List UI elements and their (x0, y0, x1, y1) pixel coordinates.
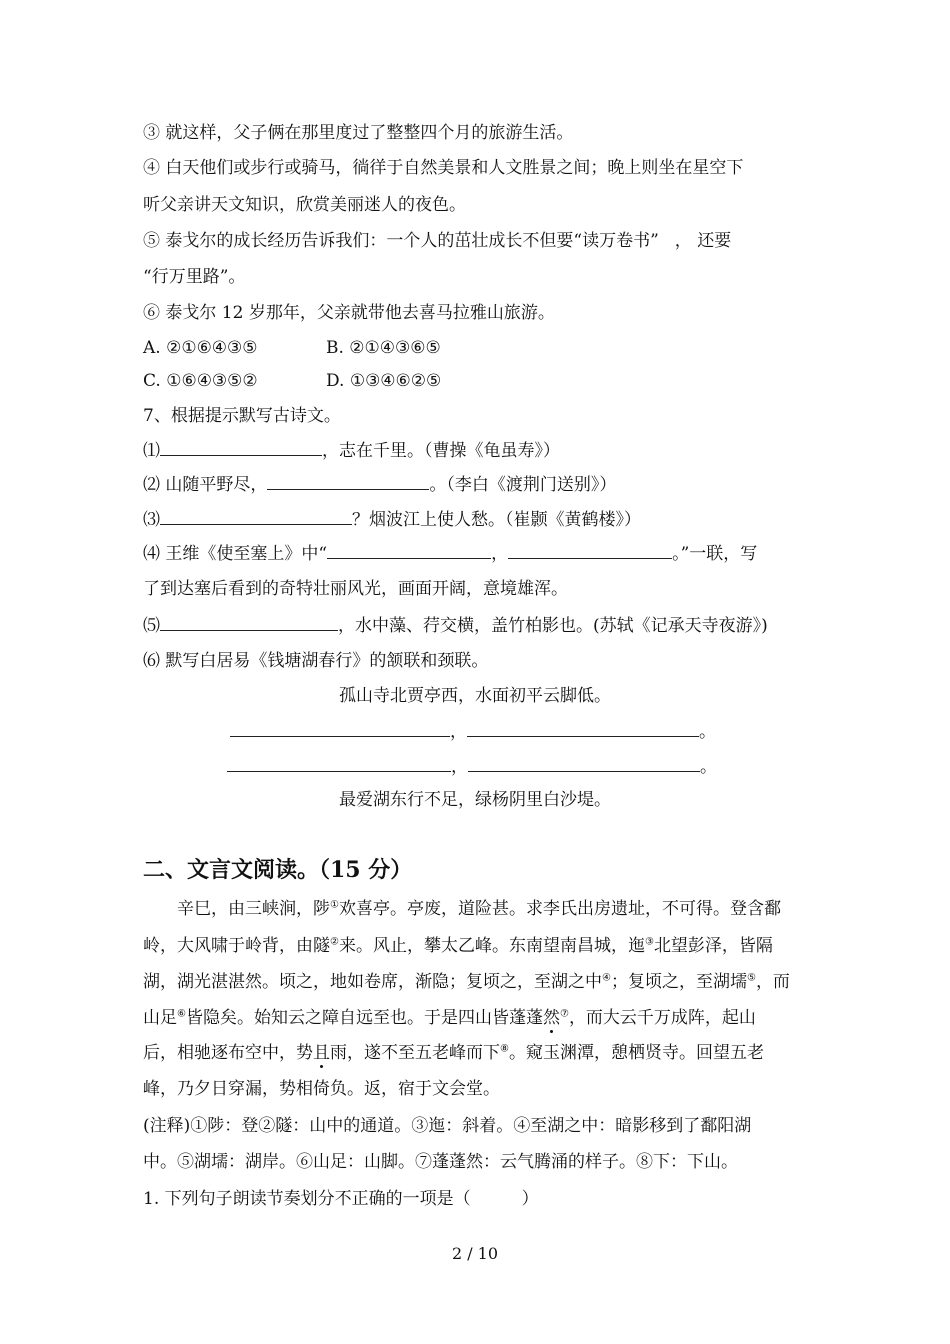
option-d: D. ①③④⑥②⑤ (326, 371, 442, 391)
page-number: 2 / 10 (451, 1244, 499, 1263)
answer-blank-1[interactable] (160, 439, 322, 456)
sentence-3: ③ 就这样，父子俩在那里度过了整整四个月的旅游生活。 (143, 123, 574, 143)
passage-text: 山足 (143, 1008, 177, 1028)
poem-first-line: 孤山寺北贾亭西，水面初平云脚低。 (339, 686, 611, 706)
q7-item-3-text: ？烟波江上使人愁。（崔颢《黄鹤楼》） (352, 510, 641, 530)
poem-blank-row-1 (230, 720, 730, 743)
emphasis-char-ran: 然 (542, 1008, 560, 1028)
sentence-4: ④ 白天他们或步行或骑马，徜徉于自然美景和人文胜景之间；晚上则坐在星空下 (143, 158, 744, 178)
passage-line-2 (143, 935, 808, 957)
q7-item-1-number: ⑴ (143, 441, 160, 461)
q7-item-2-text: ⑵ 山随平野尽， (143, 475, 268, 495)
q7-item-2 (143, 473, 808, 496)
note-marker-3: ③ (644, 936, 654, 948)
q7-item-5-text: ，水中藻、荇交横，盖竹柏影也。(苏轼《记承天寺夜游》) (338, 616, 768, 636)
options-row-1 (143, 337, 808, 359)
q7-item-3-number: ⑶ (143, 510, 160, 530)
passage-line-4 (143, 1007, 808, 1029)
option-a: A. ②①⑥④③⑤ (143, 338, 258, 358)
q7-item-6: ⑹ 默写白居易《钱塘湖春行》的颔联和颈联。 (143, 651, 489, 671)
annotation-line-1: (注释)①陟：登②隧：山中的通道。③迤：斜着。④至湖之中：暗影移到了鄱阳湖 (143, 1116, 752, 1136)
sentence-5-tail: ， 还要 (674, 231, 732, 251)
question-1: 1. 下列句子朗读节奏划分不正确的一项是（ ） (143, 1189, 539, 1209)
sentence-4-cont: 听父亲讲天文知识，欣赏美丽迷人的夜色。 (143, 195, 466, 215)
q7-item-4-text: ⑷ 王维《使至塞上》中“ (143, 544, 328, 564)
note-marker-7: ⑦ (559, 1008, 569, 1020)
poem-period-2: 。 (700, 757, 717, 777)
answer-blank-4a[interactable] (327, 542, 491, 559)
q7-item-4-cont: 了到达塞后看到的奇特壮丽风光，画面开阔，意境雄浑。 (143, 579, 568, 599)
note-marker-1: ① (330, 899, 339, 911)
poem-blank-1b[interactable] (467, 720, 699, 737)
option-b: B. ②①④③⑥⑤ (326, 338, 441, 358)
options-row-2 (143, 370, 808, 392)
answer-blank-2[interactable] (267, 473, 429, 490)
emphasis-char-qie: 且 (313, 1043, 330, 1063)
passage-text: 欢喜亭。亭废，道险甚。求李氏出房遗址，不可得。登含鄱 (338, 899, 781, 919)
q7-item-4 (143, 542, 808, 565)
answer-blank-4b[interactable] (508, 542, 672, 559)
q7-item-5 (143, 614, 808, 637)
poem-blank-1a[interactable] (230, 720, 450, 737)
passage-text: 来。风止，攀太乙峰。东南望南昌城，迤 (338, 936, 645, 956)
passage-text: 雨，遂不至五老峰而下 (330, 1043, 500, 1063)
passage-text: 后，相驰逐布空中，势 (143, 1043, 313, 1063)
question-7-title: 7、根据提示默写古诗文。 (143, 406, 341, 426)
passage-line-5 (143, 1042, 808, 1064)
passage-text: 岭，大风啸于岭背，由隧 (143, 936, 330, 956)
note-marker-5: ⑤ (746, 972, 756, 984)
option-c: C. ①⑥④③⑤② (143, 371, 258, 391)
passage-text: ；复顷之，至湖壖 (610, 972, 747, 992)
poem-last-line: 最爱湖东行不足，绿杨阴里白沙堤。 (339, 790, 611, 810)
q7-item-1-text: ，志在千里。（曹操《龟虽寿》） (322, 441, 560, 461)
passage-text: 湖，湖光湛湛然。顷之，地如卷席，渐隐；复顷之，至湖之中 (143, 972, 602, 992)
note-marker-4: ④ (602, 972, 611, 984)
sentence-5-cont: “行万里路”。 (143, 267, 246, 287)
passage-text: 皆隐矣。始知云之障自远至也。于是四山皆蓬蓬 (185, 1008, 543, 1028)
note-marker-2: ② (330, 936, 339, 948)
poem-blank-2b[interactable] (468, 755, 700, 772)
answer-blank-5[interactable] (160, 614, 338, 631)
passage-text: 北望彭泽，皆隔 (653, 936, 773, 956)
answer-blank-3[interactable] (160, 508, 352, 525)
poem-comma-2: ， (451, 757, 468, 777)
poem-blank-row-2 (227, 755, 727, 778)
sentence-5-text: ⑤ 泰戈尔的成长经历告诉我们：一个人的茁壮成长不但要“读万卷书” (143, 231, 659, 251)
poem-period-1: 。 (699, 722, 716, 742)
sentence-6: ⑥ 泰戈尔 12 岁那年，父亲就带他去喜马拉雅山旅游。 (143, 303, 555, 323)
passage-line-1 (143, 898, 808, 920)
poem-blank-2a[interactable] (227, 755, 451, 772)
passage-text: 辛巳，由三峡涧，陟 (177, 899, 330, 919)
q7-item-4-comma: ， (491, 544, 509, 564)
note-marker-8: ⑧ (500, 1043, 509, 1055)
note-marker-6: ⑥ (177, 1008, 186, 1020)
annotation-line-2: 中。⑤湖壖：湖岸。⑥山足：山脚。⑦蓬蓬然：云气腾涌的样子。⑧下：下山。 (143, 1152, 738, 1172)
poem-comma-1: ， (450, 722, 467, 742)
passage-text: ，而 (755, 972, 790, 992)
passage-line-3 (143, 971, 808, 993)
passage-text: 。窥玉渊潭，憩栖贤寺。回望五老 (508, 1043, 764, 1063)
q7-item-2-source: 。（李白《渡荆门送别》） (429, 475, 617, 495)
q7-item-1 (143, 439, 808, 462)
section-2-heading: 二、文言文阅读。（15 分） (143, 857, 413, 883)
q7-item-3 (143, 508, 808, 531)
q7-item-5-number: ⑸ (143, 616, 160, 636)
passage-line-6: 峰，乃夕日穿漏，势相倚负。返，宿于文会堂。 (143, 1079, 500, 1099)
sentence-5 (143, 230, 808, 252)
q7-item-4-tail: 。”一联，写 (672, 544, 758, 564)
passage-text: ，而大云千万成阵，起山 (568, 1008, 756, 1028)
